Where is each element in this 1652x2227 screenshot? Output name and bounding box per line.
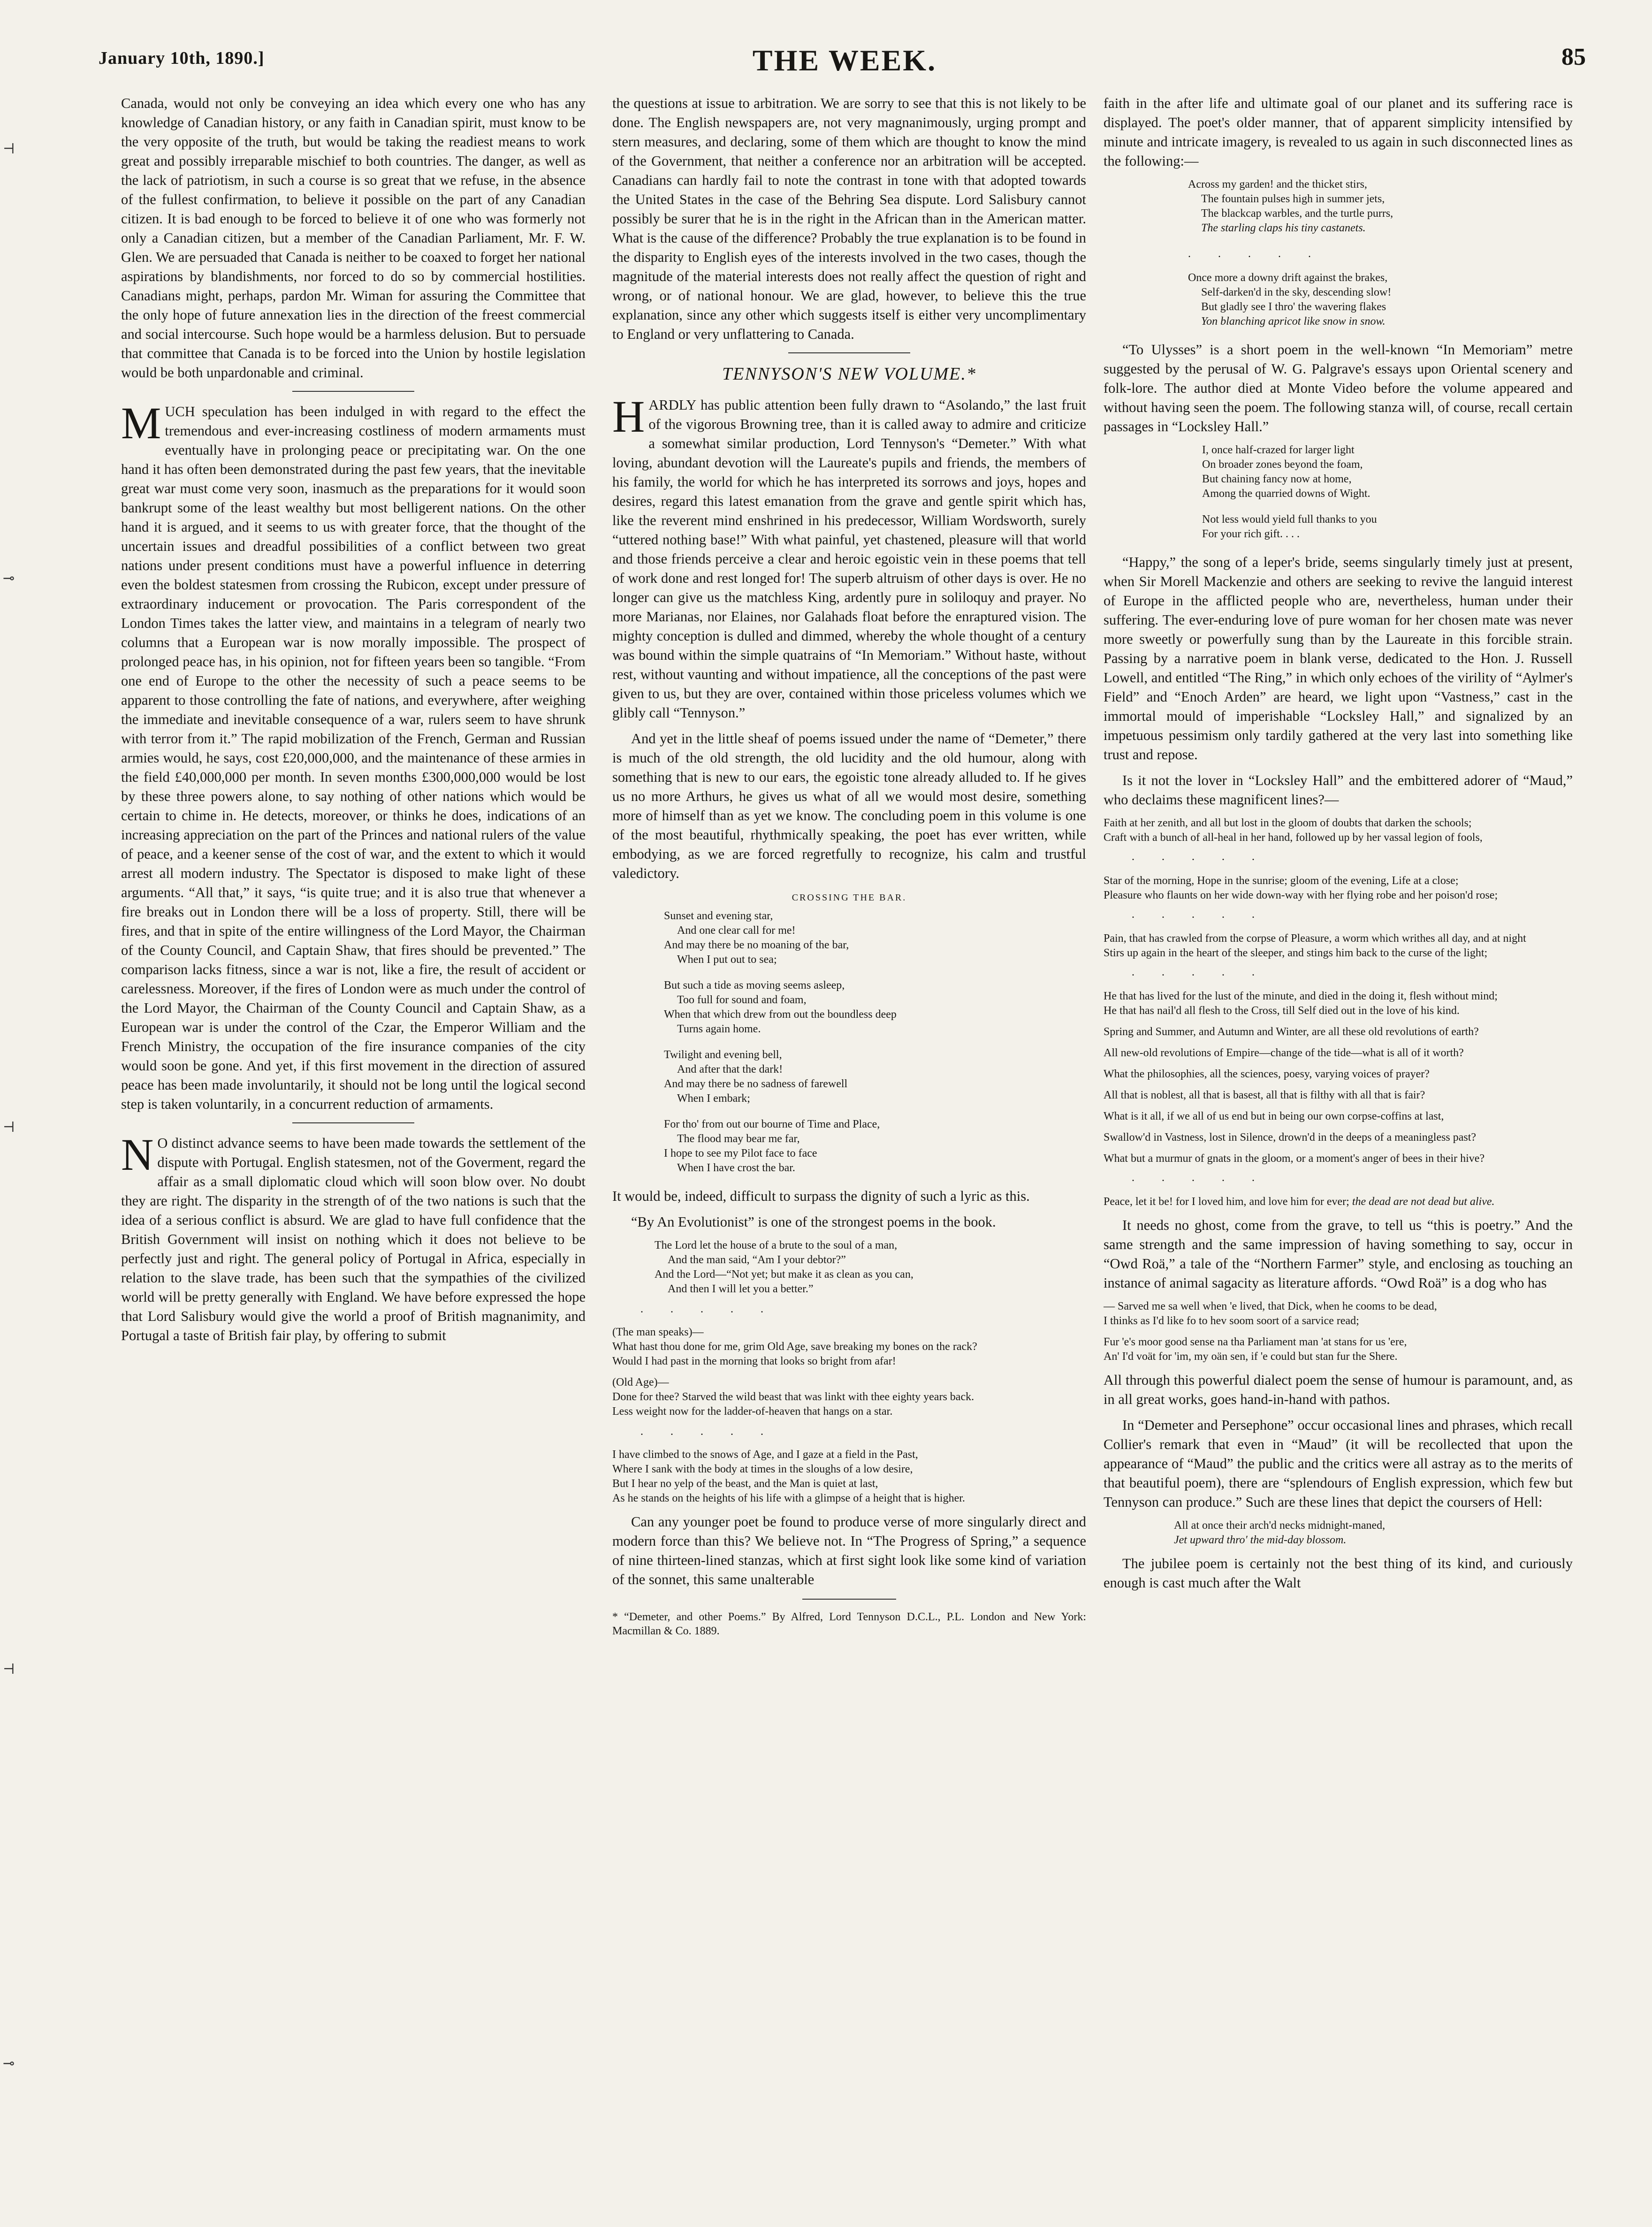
poem-line [1104,1195,1573,1209]
poem-line-text: Peace, let it be! for I loved him, and love him for ever; [1104,1196,1352,1208]
footnote-divider [802,1599,896,1600]
poem-line: Swallow'd in Vastness, lost in Silence, drown'd in the deeps of a meaningless past? [1104,1131,1477,1144]
poem-line: All at once their arch'd necks midnight-maned, [1174,1519,1386,1532]
page-number: 85 [1561,44,1586,70]
poem-line: An' I'd voät for 'im, my oän sen, if 'e could but stan fur the Shere. [1104,1350,1398,1363]
poem-line: I thinks as I'd like fo to hev soom soort of a sarvice read; [1104,1315,1359,1327]
ellipsis-dots: ..... [640,1426,791,1438]
poem-line: All new-old revolutions of Empire—change of the tide—what is all of it worth? [1104,1047,1464,1059]
poem-line: Across my garden! and the thicket stirs, [1188,178,1367,191]
stanza [1202,443,1573,501]
drop-cap: H [612,391,645,442]
poem-line: Too full for sound and foam, [677,994,807,1006]
ellipsis-dots: ..... [1132,908,1282,921]
drop-cap: N [121,1129,154,1180]
poem-line: But such a tide as moving seems asleep, [664,979,845,991]
poem-vastness [1104,816,1573,1209]
column-right [1104,94,1573,1599]
paragraph: “To Ulysses” is a short poem in the well-known “In Memoriam” metre suggested by the perusal of W. G. Palgrave's essays upon Oriental scenery and folk-lore. The author died at Monte Video before the volume appeared and without having seen the poem. The following stanza will, of course, recall certain passages in “Locksley Hall.” [1104,342,1573,435]
paragraph: The jubilee poem is certainly not the best thing of its kind, and curiously enough is cast much after the Walt [1104,1556,1573,1591]
poem-line: — Sarved me sa well when 'e lived, that Dick, when he cooms to be dead, [1104,1300,1437,1312]
poem-line: Among the quarried downs of Wight. [1202,488,1370,500]
poem-line: The fountain pulses high in summer jets, [1201,193,1385,205]
poem-demeter [1104,1518,1573,1548]
poem-line: I hope to see my Pilot face to face [664,1147,817,1159]
paragraph: And yet in the little sheaf of poems issued under the name of “Demeter,” there is much of the old strength, the old lucidity and the old humour, along with something that is new to our ears, the egoistic tone already alluded to. If he gives us no more Arthurs, he gives us what of all we would most desire, something more of himself than as yet we know. The concluding poem in this volume is one of the most beautiful, rhythmically speaking, the poet has ever written, while embodying, as we are forced regretfully to recognize, his calm and trustful valedictory. [612,731,1086,881]
paragraph-text: ARDLY has public attention been fully drawn to “Asolando,” the last fruit of the vigorous Browning tree, than it is called away to admire and criticize a somewhat similar production, Lord Tennyson's “Demeter.” With what loving, abundant devotion will the Laureate's pupils and friends, the members of his family, the world for which he has interpreted its sorrows and joys, hopes and desires, regard this latest emanation from the grave and gentle spirit which has, like the reverent mind enshrined in his predecessor, William Wordsworth, surely “uttered nothing base!” With what painful, yet chastened, pleasure will that world and those friends perceive a clear and heroic egoistic vein in these poems that tell of work done and rest longed for! The superb altruism of other days is over. He no longer can give us the matchless King, ardently pure in soliloquy and prayer. No more Marianas, nor Elaines, nor Galahads float before the enraptured vision. The mighty conception is dulled and dimmed, whereby the whole thought of a century was bound within the simple quatrains of “In Memoriam.” Without haste, without rest, without vaunting and without impatience, all the conceptions of the past were given to us, but they are over, contained within those priceless volumes which we glibly call “Tennyson.” [612,397,1086,721]
column-middle [612,94,1086,1638]
poem-line: As he stands on the heights of his life with a glimpse of a height that is higher. [612,1492,965,1504]
poem-line: Yon blanching apricot like snow in snow. [1201,315,1386,328]
ellipsis-dots: ..... [1188,248,1338,260]
poem-evolutionist-cont [612,1325,1086,1419]
stanza [664,909,1086,967]
poem-line: What the philosophies, all the sciences, poesy, varying voices of prayer? [1104,1068,1430,1080]
margin-mark: ⊸ [3,2056,15,2071]
ellipsis-dots: ..... [1132,851,1282,863]
poem-line: Less weight now for the ladder-of-heaven that hangs on a star. [612,1405,893,1418]
paragraph: All through this powerful dialect poem the sense of humour is paramount, and, as in all great works, goes hand-in-hand with pathos. [1104,1372,1573,1407]
paragraph-text: O distinct advance seems to have been made towards the settlement of the dispute with Portugal. English statesmen, not of the Goverment, regard the affair as a small diplomatic cloud which will soon blow over. No doubt they are right. The disparity in the strength of of the two nations is such that the idea of a serious conflict is absurd. We are glad to have full confidence that the British Government will insist on nothing which it does not believe to be perfectly just and right. The general policy of Portugal in Africa, especially in relation to the slave trade, has been such that the sympathies of the civilized world will be pretty generally with England. We have before expressed the hope that Lord Salisbury would give the world a proof of British magnanimity, and Portugal a taste of British fair play, by offering to submit [121,1135,586,1343]
margin-mark: ⊣ [3,1120,15,1135]
paragraph-text: UCH speculation has been indulged in with regard to the effect the tremendous and ever-increasing costliness of modern armaments must eventually have in prolonging peace or precipitating war. On the one hand it has often been demonstrated during the past few years, that the inevitable great war must come very soon, inasmuch as the preparations for it would soon bankrupt some of the least wealthy but most belligerent nations. On the other hand it is argued, and it seems to us with greater force, that the thought of the uncertain issues and dreadful possibilities of a conflict between two great nations under present conditions must have a powerful influence in deterring even the boldest statesmen from crossing the Rubicon, except under pressure of extraordinary inducement or provocation. The Paris correspondent of the London Times takes the latter view, and maintains in a telegram of nearly two columns that a European war is now morally impossible. The prospect of prolonged peace has, in his opinion, not for fifteen years been so tangible. “From one end of Europe to the other the necessity of such a peace seems to be apparent to those controlling the fate of nations, and everywhere, after weighing the immediate and inevitable consequence of a war, rulers seem to have shrunk with terror from it.” The rapid mobilization of the French, German and Russian armies would, he says, cost £20,000,000, and the maintenance of these armies in the field £40,000,000 per month. In seven months £300,000,000 would be lost by these three powers alone, to say nothing of other nations which would be certain to chime in. He detects, moreover, or thinks he does, indications of an increasing appreciation on the part of the Princes and national rulers of the value of peace, and a keener sense of the cost of war, and the extent to which it would arrest all modern industry. The Spectator is disposed to make light of these arguments. “All that,” it says, “is quite true; and it is also true that whenever a fire breaks out in London there will be a loss of property. Still, there will be fires, and that in spite of the entire willingness of the Lord Mayor, the Chairman of the County Council, and Captain Shaw, that fires should be prevented.” The comparison lacks fitness, since a war is not, like a fire, the result of accident or carelessness. Moreover, if the fires of London were as much under the control of the Lord Mayor, the Chairman of the County Council and Captain Shaw, as a European war is under the control of the Czar, the Emperor William and the French Ministry, the occupation of the fire insurance companies of the city would soon be gone. And yet, if this first movement in the direction of assured peace has been made involuntarily, it should not be long until the logical second step is taken voluntarily, in a concurrent reduction of armaments. [121,404,586,1112]
poem-line: And one clear call for me! [677,924,796,937]
margin-mark: ⊣ [3,141,15,157]
poem-line: Sunset and evening star, [664,910,773,922]
poem-line: Jet upward thro' the mid-day blossom. [1174,1534,1347,1546]
poem-line: When that which drew from out the boundless deep [664,1008,897,1021]
paragraph-portugal [121,1129,586,1345]
poem-line: Once more a downy drift against the brakes, [1188,272,1388,284]
poem-line: Where I sank with the body at times in the sloughs of a low desire, [612,1463,913,1475]
poem-to-ulysses [1104,443,1573,541]
paragraph: “By An Evolutionist” is one of the strongest poems in the book. [631,1214,996,1230]
stanza [1188,177,1573,236]
poem-line: Star of the morning, Hope in the sunrise; gloom of the evening, Life at a close; [1104,875,1459,887]
poem-line: Spring and Summer, and Autumn and Winter, are all these old revolutions of earth? [1104,1026,1479,1038]
ellipsis-dots: ..... [1132,966,1282,978]
poem-line: For your rich gift. . . . [1202,528,1300,540]
poem-line: Turns again home. [677,1023,761,1035]
drop-cap: M [121,398,161,448]
poem-line: And may there be no sadness of farewell [664,1078,848,1090]
poem-line: What hast thou done for me, grim Old Age, save breaking my bones on the rack? [612,1341,977,1353]
poem-owd-roa [1104,1299,1573,1364]
poem-line-italic: the dead are not dead but alive. [1352,1196,1495,1208]
ellipsis-dots: ..... [640,1303,791,1315]
poem-line: Not less would yield full thanks to you [1202,513,1377,526]
poem-line: Fur 'e's moor good sense na tha Parliament man 'at stans for us 'ere, [1104,1336,1407,1348]
paragraph: “Happy,” the song of a leper's bride, seems singularly timely just at present, when Sir Morell Mackenzie and others are seeking to revive the languid interest of Europe in the afflicted people who are, nevertheless, human under their suffering. The ever-enduring love of pure woman for her chosen mate was never more sweetly or powerfully sung than by the Laureate in this forcible strain. Passing by a narrative poem in blank verse, dedicated to the Hon. J. Russell Lowell, and entitled “The Ring,” in which only echoes of the virility of “Aylmer's Field” and “Enoch Arden” are heard, we light upon “Vastness,” cast in the immortal mould of imperishable “Locksley Hall,” and signalized by an impetuous pessimism only tardily gathered at the very last into something like trust and repose. [1104,554,1573,763]
poem-line: For tho' from out our bourne of Time and Place, [664,1118,880,1130]
poem-line: What is it all, if we all of us end but in being our own corpse-coffins at last, [1104,1110,1444,1122]
poem-line: (The man speaks)— [612,1326,704,1338]
paragraph: faith in the after life and ultimate goal of our planet and its suffering race is displayed. The poet's older manner, that of apparent simplicity intensified by minute and intricate imagery, is revealed to us again in such disconnected lines as the following:— [1104,95,1573,169]
poem-line: Pain, that has crawled from the corpse of Pleasure, a worm which writhes all day, and at night [1104,932,1526,945]
poem-line: All that is noblest, all that is basest, all that is filthy with all that is fair? [1104,1089,1425,1101]
page-header [99,43,1591,95]
divider [292,391,414,392]
poem-line: The starling claps his tiny castanets. [1201,222,1366,234]
paragraph: In “Demeter and Persephone” occur occasional lines and phrases, which recall Collier's remark that even in “Maud” (it will be recollected that upon the appearance of “Maud” the public and the critics were all astray as to the merits of that beautiful poem), there are “splendours of English expression, which few but Tennyson can produce.” Such are these lines that depict the coursers of Hell: [1104,1417,1573,1510]
poem-line: When I have crost the bar. [677,1162,795,1174]
poem-line: I, once half-crazed for larger light [1202,444,1355,456]
poem-line: The flood may bear me far, [677,1133,800,1145]
poem-line: Faith at her zenith, and all but lost in the gloom of doubts that darken the schools; [1104,817,1472,829]
poem-title: CROSSING THE BAR. [792,892,907,903]
poem-line: When I put out to sea; [677,953,777,966]
poem-progress-of-spring [1104,177,1573,329]
paragraph-armaments [121,398,586,1114]
header-date: January 10th, 1890.] [99,48,265,68]
paragraph: the questions at issue to arbitration. We are sorry to see that this is not likely to be done. The English newspapers are, not very magnanimously, urging prompt and stern measures, and declaring, some of them which are thought to know the mind of the Government, that neither a conference nor an arbitration will be accepted. Canadians can hardly fail to note the contrast in tone with that adopted towards the United States in the case of the Behring Sea dispute. Lord Salisbury cannot possibly be surer that he is in the right in the African than in the American matter. What is the cause of the difference? Probably the true explanation is to be found in the disparity to English eyes of the interests involved in the two cases, though the magnitude of the material interests does not really affect the question of right and wrong, or of national honour. We are glad, however, to believe this the true explanation, since any other which suggests itself is either very uncomplimentary to England or very unflattering to Canada. [612,95,1086,342]
paragraph-tennyson-intro [612,391,1086,723]
margin-mark: ⊸ [3,571,15,586]
poem-line: Craft with a bunch of all-heal in her hand, followed up by her vassal legion of fools, [1104,831,1483,844]
stanza [1188,271,1573,329]
poem-line: And the Lord—“Not yet; but make it as clean as you can, [655,1268,914,1281]
poem-line: Pleasure who flaunts on her wide down-way with her flying robe and her poison'd rose; [1104,889,1498,901]
paragraph: It would be, indeed, difficult to surpass the dignity of such a lyric as this. [612,1188,1030,1204]
poem-line: Done for thee? Starved the wild beast that was linkt with thee eighty years back. [612,1391,974,1403]
stanza [664,1048,1086,1106]
paragraph: Canada, would not only be conveying an idea which every one who has any knowledge of Canadian history, or any faith in Canadian spirit, must know to be the very opposite of the truth, but would be taking the readiest means to work great and possibly irreparable mischief to both countries. The danger, as well as the lack of patriotism, in such a course is so great that we refuse, in the absence of the fullest confirmation, to believe it possible on the part of any Canadian citizen. It is bad enough to be forced to believe it of one who was formerly not only a Canadian citizen, but a member of the Canadian Parliament, Mr. F. W. Glen. We are persuaded that Canada is neither to be coaxed to forget her national aspirations by blandishments, nor forced to do so by commercial hostilities. Canadians might, perhaps, pardon Mr. Wiman for assuring the Committee that the only hope of future annexation lies in the direction of the freest commercial and social intercourse. Such hope would be a harmless delusion. But to persuade that committee that Canada is to be forced into the Union by hostile legislation would be both unpardonable and criminal. [121,95,586,381]
footnote: * “Demeter, and other Poems.” By Alfred, Lord Tennyson D.C.L., P.L. London and New York: Macmillan & Co. 1889. [612,1611,1086,1637]
poem-line: What but a murmur of gnats in the gloom, or a moment's anger of bees in their hive? [1104,1152,1485,1165]
divider [292,1122,414,1123]
margin-mark: ⊣ [3,1662,15,1677]
paragraph: It needs no ghost, come from the grave, to tell us “this is poetry.” And the same strength and the same impression of having something to say, occur in “Owd Roä,” a tale of the “Northern Farmer” style, and enclosing as touching an instance of animal sagacity as literature affords. “Owd Roä” is a dog who has [1104,1217,1573,1291]
poem-line: But I hear no yelp of the beast, and the Man is quiet at last, [612,1478,878,1490]
poem-line: Would I had past in the morning that looks so bright from afar! [612,1355,896,1367]
poem-line: When I embark; [677,1092,750,1105]
poem-line: And then I will let you a better.” [668,1283,814,1295]
poem-evolutionist [612,1238,1086,1297]
poem-line: And after that the dark! [677,1063,783,1075]
poem-line: (Old Age)— [612,1376,669,1388]
stanza [664,1117,1086,1175]
poem-line: The blackcap warbles, and the turtle purrs, [1201,207,1393,220]
poem-line: On broader zones beyond the foam, [1202,458,1363,471]
poem-line: And may there be no moaning of the bar, [664,939,849,951]
section-title: TENNYSON'S NEW VOLUME.* [722,364,976,384]
poem-line: I have climbed to the snows of Age, and I gaze at a field in the Past, [612,1449,918,1461]
poem-crossing-the-bar [612,909,1086,1175]
divider [788,352,910,353]
poem-line: He that has lived for the lust of the minute, and died in the doing it, flesh without mind; [1104,990,1498,1002]
poem-line: Self-darken'd in the sky, descending slow! [1201,286,1392,298]
paragraph: Can any younger poet be found to produce verse of more singularly direct and modern force than this? We believe not. In “The Progress of Spring,” a sequence of nine thirteen-lined stanzas, which at first sight look like some kind of variation of the sonnet, this same unalterable [612,1514,1086,1587]
poem-line: And the man said, “Am I your debtor?” [668,1254,846,1266]
column-left [121,94,586,1352]
poem-line: The Lord let the house of a brute to the soul of a man, [655,1239,898,1251]
stanza [1202,512,1573,541]
poem-line: But chaining fancy now at home, [1202,473,1352,485]
stanza [664,978,1086,1037]
poem-line: He that has nail'd all flesh to the Cross, till Self died out in the love of his kind. [1104,1005,1460,1017]
masthead-title: THE WEEK. [752,44,937,77]
poem-line: Stirs up again in the heart of the sleeper, and stings him back to the curse of the light; [1104,947,1488,959]
poem-line: But gladly see I thro' the wavering flakes [1201,301,1386,313]
poem-evolutionist-end [612,1448,1086,1506]
paragraph: Is it not the lover in “Locksley Hall” and the embittered adorer of “Maud,” who declaims these magnificent lines?— [1104,772,1573,808]
ellipsis-dots: ..... [1132,1172,1282,1184]
poem-line: Twilight and evening bell, [664,1049,782,1061]
